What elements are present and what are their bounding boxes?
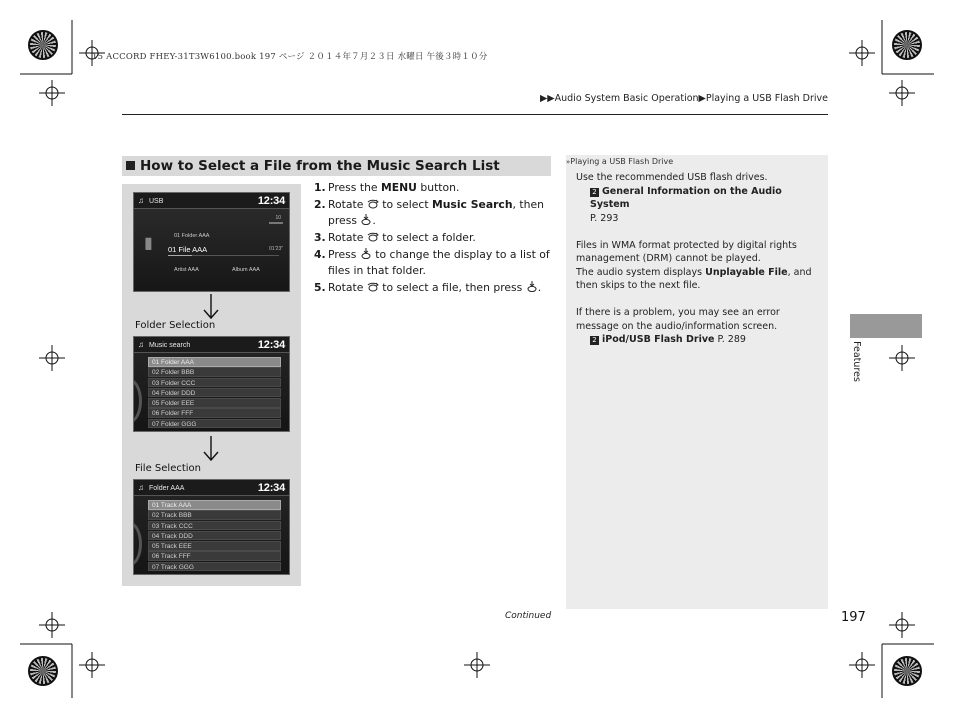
folder-row[interactable]: 05 Folder EEE (148, 398, 281, 408)
usb-folder-line: 01 Folder AAA (174, 233, 210, 239)
step-text: to select (378, 198, 432, 211)
usb-artist: Artist AAA (174, 267, 199, 273)
step-text: . (537, 281, 542, 294)
section-heading (122, 156, 551, 176)
breadcrumb-part-1: Audio System Basic Operation (554, 93, 699, 104)
note-wma-drm: Files in WMA format protected by digital rights management (DRM) cannot be played. (576, 239, 797, 264)
folder-screen (133, 336, 290, 432)
sidebar-title (566, 157, 673, 166)
track-row[interactable]: 03 Track CCC (148, 521, 281, 531)
header-rule (122, 114, 828, 115)
track-row[interactable]: 01 Track AAA (148, 500, 281, 510)
reference-title: General Information on the Audio System (590, 185, 782, 210)
reference-page: P. 289 (714, 334, 746, 345)
down-arrow-icon (202, 294, 220, 320)
step-4 (314, 247, 554, 279)
step-text: to change the display to a list of files in that folder. (328, 248, 550, 277)
usb-screen-body (134, 209, 289, 292)
section-heading-text: How to Select a File from the Music Search List (140, 158, 500, 174)
folder-list (134, 353, 289, 432)
unplayable-file-label: Unplayable File (705, 266, 788, 278)
chapter-tab[interactable] (850, 314, 922, 338)
music-note-icon: ♫ (138, 196, 144, 205)
step-2 (314, 197, 554, 229)
folder-screen-bar (134, 337, 289, 353)
file-screen-title: Folder AAA (149, 485, 185, 492)
usb-album: Album AAA (232, 267, 260, 273)
folder-row[interactable]: 02 Folder BBB (148, 367, 281, 377)
track-row[interactable]: 06 Track FFF (148, 551, 281, 561)
sidebar-body (576, 171, 820, 347)
folder-screen-title: Music search (149, 342, 191, 349)
step-text: Rotate (328, 281, 367, 294)
music-note-icon: ♫ (138, 483, 144, 492)
usb-screen (133, 192, 290, 292)
note-text: The audio system displays (576, 266, 706, 278)
reference-arrow-icon: 2 (590, 188, 599, 197)
file-screen (133, 479, 290, 575)
step-text: , then press (328, 198, 544, 227)
step-text: to select a folder. (378, 231, 476, 244)
step-number: 1. (314, 181, 326, 194)
breadcrumb-part-2: Playing a USB Flash Drive (705, 93, 828, 104)
notes-sidebar (566, 155, 828, 609)
usb-screen-bar (134, 193, 289, 209)
breadcrumb-marker: ▶▶ (540, 93, 555, 104)
step-3 (314, 230, 554, 246)
knob-arc-icon (133, 379, 142, 423)
reference-audio-info[interactable] (576, 185, 820, 226)
note-unplayable (576, 266, 820, 293)
usb-current-file: 01 File AAA (168, 245, 208, 254)
step-text: button. (416, 181, 460, 194)
press-knob-icon (360, 248, 372, 259)
file-screen-bar (134, 480, 289, 496)
usb-drive-icon: ▮ (144, 235, 153, 252)
reference-page: P. 293 (590, 212, 619, 224)
step-text: Press the (328, 181, 381, 194)
sidebar-title-text: Playing a USB Flash Drive (570, 157, 674, 166)
knob-arc-icon (133, 522, 142, 566)
step-text: . (372, 214, 376, 227)
music-note-icon: ♫ (138, 340, 144, 349)
step-number: 5. (314, 281, 326, 294)
press-knob-icon (360, 214, 372, 225)
track-row[interactable]: 07 Track GGG (148, 562, 281, 572)
rotate-knob-icon (367, 281, 379, 292)
folder-row[interactable]: 01 Folder AAA (148, 357, 281, 367)
step-number: 3. (314, 231, 326, 244)
usb-screen-clock: 12:34 (257, 194, 285, 207)
file-selection-label: File Selection (135, 463, 201, 474)
figure-panel (122, 184, 301, 586)
usb-progress-bar (168, 255, 279, 256)
chapter-label (848, 340, 862, 384)
breadcrumb (540, 93, 828, 104)
folder-row[interactable]: 04 Folder DDD (148, 388, 281, 398)
folder-screen-clock: 12:34 (257, 338, 285, 351)
step-text: to select a file, then press (378, 281, 526, 294)
folder-row[interactable]: 06 Folder FFF (148, 408, 281, 418)
step-text: Press (328, 248, 360, 261)
breadcrumb-separator: ▶ (698, 93, 706, 104)
folder-row[interactable]: 07 Folder GGG (148, 419, 281, 429)
continued-label: Continued (505, 611, 552, 621)
down-arrow-icon (202, 436, 220, 462)
chapter-label-text: Features (850, 341, 862, 382)
usb-count-bar (269, 222, 283, 224)
step-number: 4. (314, 248, 326, 261)
book-info: 15 ACCORD FHEY-31T3W6100.book 197 ページ ２０１４年７月２３日 水曜日 午後３時１０分 (92, 52, 488, 62)
usb-track-count: 10 (275, 215, 281, 221)
usb-elapsed-time: 01'23" (269, 246, 283, 252)
step-1 (314, 180, 554, 196)
page-number: 197 (841, 610, 866, 625)
rotate-knob-icon (367, 231, 379, 242)
track-row[interactable]: 04 Track DDD (148, 531, 281, 541)
note-usb-drives: Use the recommended USB flash drives. (576, 172, 768, 183)
step-5 (314, 280, 554, 296)
reference-arrow-icon: 2 (590, 336, 599, 345)
folder-row[interactable]: 03 Folder CCC (148, 378, 281, 388)
track-row[interactable]: 02 Track BBB (148, 510, 281, 520)
note-error-message: If there is a problem, you may see an error message on the audio/information screen. (576, 307, 780, 332)
steps-list (314, 180, 554, 297)
folder-selection-label: Folder Selection (135, 320, 216, 331)
step-text: Rotate (328, 231, 367, 244)
file-screen-clock: 12:34 (257, 481, 285, 494)
file-list (134, 496, 289, 575)
track-row[interactable]: 05 Track EEE (148, 541, 281, 551)
sidebar-title-marker: » (566, 158, 571, 166)
reference-title: iPod/USB Flash Drive (602, 334, 715, 345)
note-text: , and then skips to the next file. (576, 266, 812, 291)
step-number: 2. (314, 198, 326, 211)
music-search-label: Music Search (432, 198, 513, 211)
menu-button-label: MENU (381, 181, 417, 194)
press-knob-icon (526, 281, 538, 292)
heading-square-icon (126, 161, 135, 170)
step-text: Rotate (328, 198, 367, 211)
rotate-knob-icon (367, 198, 379, 209)
usb-screen-title: USB (149, 198, 164, 205)
reference-ipod-usb[interactable] (576, 333, 820, 347)
